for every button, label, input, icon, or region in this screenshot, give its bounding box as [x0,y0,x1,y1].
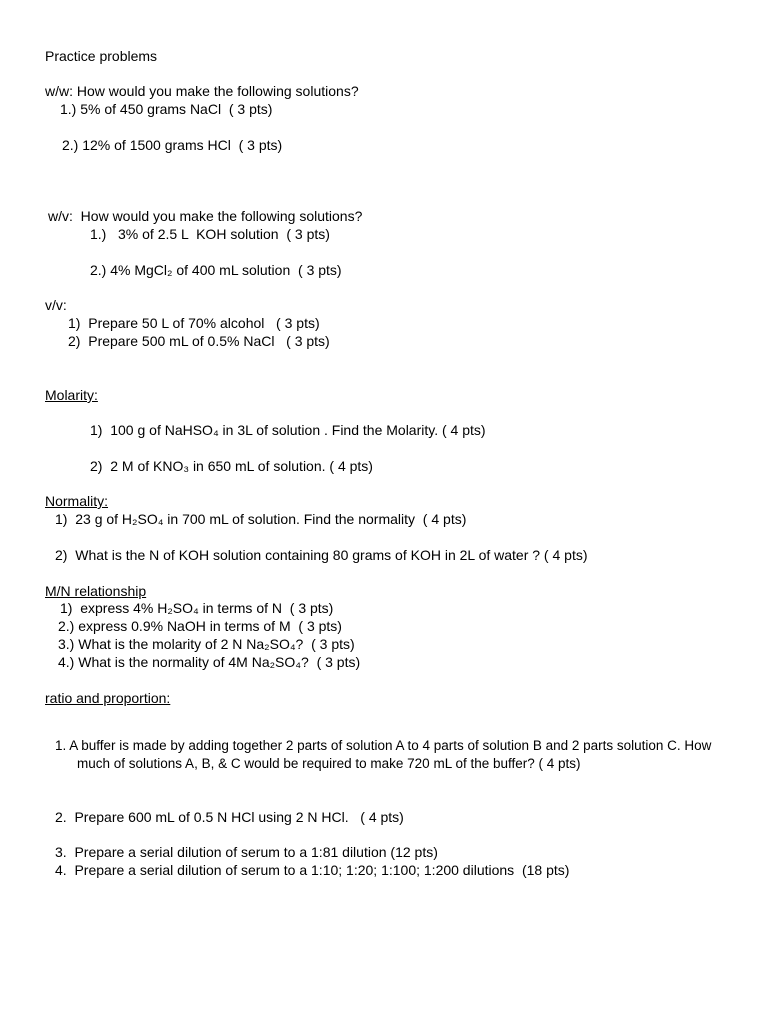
wv-item-2: 2.) 4% MgCl₂ of 400 mL solution ( 3 pts) [90,262,342,278]
molarity-item-2: 2) 2 M of KNO₃ in 650 mL of solution. ( 4 pts) [90,458,373,474]
vv-item-1: 1) Prepare 50 L of 70% alcohol ( 3 pts) [68,315,320,331]
normality-heading: Normality: [45,493,109,509]
ratio-item-2: 2. Prepare 600 mL of 0.5 N HCl using 2 N HCl. ( 4 pts) [55,809,404,825]
wv-heading: w/v: How would you make the following solutions? [48,208,363,224]
vv-item-2: 2) Prepare 500 mL of 0.5% NaCl ( 3 pts) [68,333,330,349]
ratio-item-3: 3. Prepare a serial dilution of serum to a 1:81 dilution (12 pts) [55,844,438,860]
vv-heading: v/v: [45,297,67,313]
page-title: Practice problems [45,48,158,64]
mn-item-4: 4.) What is the normality of 4M Na₂SO₄? ( 3 pts) [58,654,361,670]
mn-item-2: 2.) express 0.9% NaOH in terms of M ( 3 pts) [58,618,342,634]
ww-item-2: 2.) 12% of 1500 grams HCl ( 3 pts) [62,137,283,153]
normality-item-1: 1) 23 g of H₂SO₄ in 700 mL of solution. Find the normality ( 4 pts) [55,511,467,527]
ww-item-1: 1.) 5% of 450 grams NaCl ( 3 pts) [60,101,273,117]
ratio-item-4: 4. Prepare a serial dilution of serum to a 1:10; 1:20; 1:100; 1:200 dilutions (18 pts) [55,862,570,878]
ratio-item-1: 1. A buffer is made by adding together 2 parts of solution A to 4 parts of solution B and 2 parts solution C. How much of solutions A, B, & C would be required to make 720 mL of the buffer? ( 4 pts) [55,738,712,771]
mn-item-3: 3.) What is the molarity of 2 N Na₂SO₄? ( 3 pts) [58,636,355,652]
ratio-heading: ratio and proportion: [45,690,171,706]
ww-heading: w/w: How would you make the following solutions? [45,83,359,99]
mn-item-1: 1) express 4% H₂SO₄ in terms of N ( 3 pts) [60,600,334,616]
mn-heading: M/N relationship [45,583,147,599]
molarity-heading: Molarity: [45,387,98,403]
wv-item-1: 1.) 3% of 2.5 L KOH solution ( 3 pts) [90,226,330,242]
molarity-item-1: 1) 100 g of NaHSO₄ in 3L of solution . Find the Molarity. ( 4 pts) [90,422,486,438]
normality-item-2: 2) What is the N of KOH solution containing 80 grams of KOH in 2L of water ? ( 4 pts) [55,547,588,563]
